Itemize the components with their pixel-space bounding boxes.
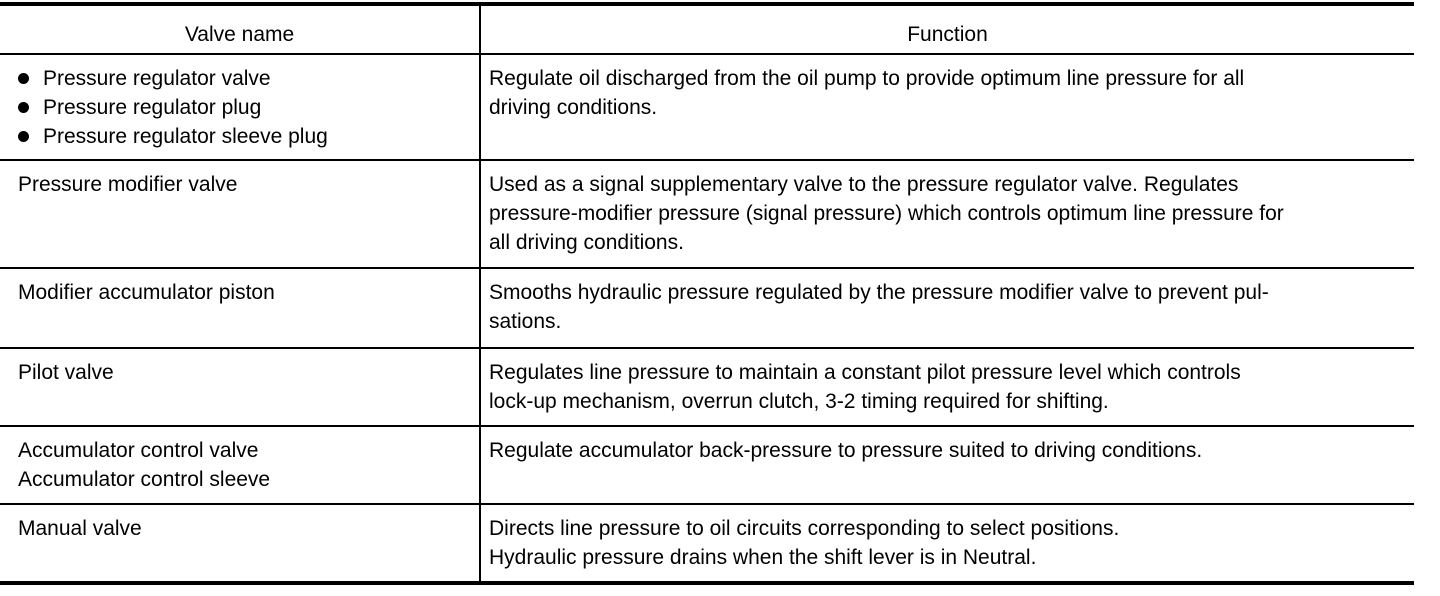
valve-function-table	[0, 2, 1414, 585]
table-row	[0, 268, 1414, 348]
valve-name-cell	[0, 160, 480, 268]
valve-name-text: Accumulator control sleeve	[18, 468, 271, 491]
function-text: Used as a signal supplementary valve to the pressure regulator valve. Regulates	[489, 173, 1239, 196]
valve-name-text: Accumulator control valve	[18, 439, 259, 462]
valve-name-cell	[0, 504, 480, 583]
valve-name-text: Pilot valve	[18, 361, 114, 384]
header-valve-name: Valve name	[0, 4, 480, 54]
function-cell	[480, 426, 1414, 504]
function-text: driving conditions.	[489, 96, 658, 119]
valve-name-cell	[0, 348, 480, 426]
bullet-icon	[18, 73, 29, 84]
bullet-item	[18, 93, 471, 122]
bullet-icon	[18, 102, 29, 113]
bullet-icon	[18, 131, 29, 142]
function-text: all driving conditions.	[489, 231, 684, 254]
function-cell	[480, 504, 1414, 583]
table-row	[0, 160, 1414, 268]
function-text: Smooths hydraulic pressure regulated by the pressure modifier valve to prevent pul-	[489, 281, 1269, 304]
function-cell	[480, 54, 1414, 160]
function-text: pressure-modifier pressure (signal pressure) which controls optimum line pressure for	[489, 202, 1284, 225]
function-cell	[480, 268, 1414, 348]
function-cell	[480, 348, 1414, 426]
function-text: Regulate oil discharged from the oil pump to provide optimum line pressure for all	[489, 67, 1245, 90]
valve-name-text: Pressure modifier valve	[18, 173, 238, 196]
bullet-item	[18, 122, 471, 151]
function-text: Regulates line pressure to maintain a constant pilot pressure level which controls	[489, 361, 1241, 384]
valve-name-cell	[0, 268, 480, 348]
function-text: Regulate accumulator back-pressure to pressure suited to driving conditions.	[489, 439, 1203, 462]
function-cell	[480, 160, 1414, 268]
table-row	[0, 426, 1414, 504]
table-row	[0, 54, 1414, 160]
valve-name-text: Pressure regulator sleeve plug	[43, 125, 328, 148]
valve-function-table-wrapper	[0, 2, 1414, 585]
function-text: Directs line pressure to oil circuits corresponding to select positions.	[489, 517, 1120, 540]
function-text: lock-up mechanism, overrun clutch, 3-2 timing required for shifting.	[489, 390, 1109, 413]
valve-name-text: Pressure regulator plug	[43, 96, 262, 119]
function-text: Hydraulic pressure drains when the shift lever is in Neutral.	[489, 546, 1037, 569]
table-row	[0, 348, 1414, 426]
header-function: Function	[480, 4, 1414, 54]
valve-name-text: Modifier accumulator piston	[18, 281, 275, 304]
valve-name-cell	[0, 54, 480, 160]
valve-name-text: Manual valve	[18, 517, 142, 540]
bullet-item	[18, 64, 471, 93]
table-header-row	[0, 4, 1414, 54]
table-row	[0, 504, 1414, 583]
valve-name-text: Pressure regulator valve	[43, 67, 271, 90]
valve-name-cell	[0, 426, 480, 504]
function-text: sations.	[489, 310, 562, 333]
